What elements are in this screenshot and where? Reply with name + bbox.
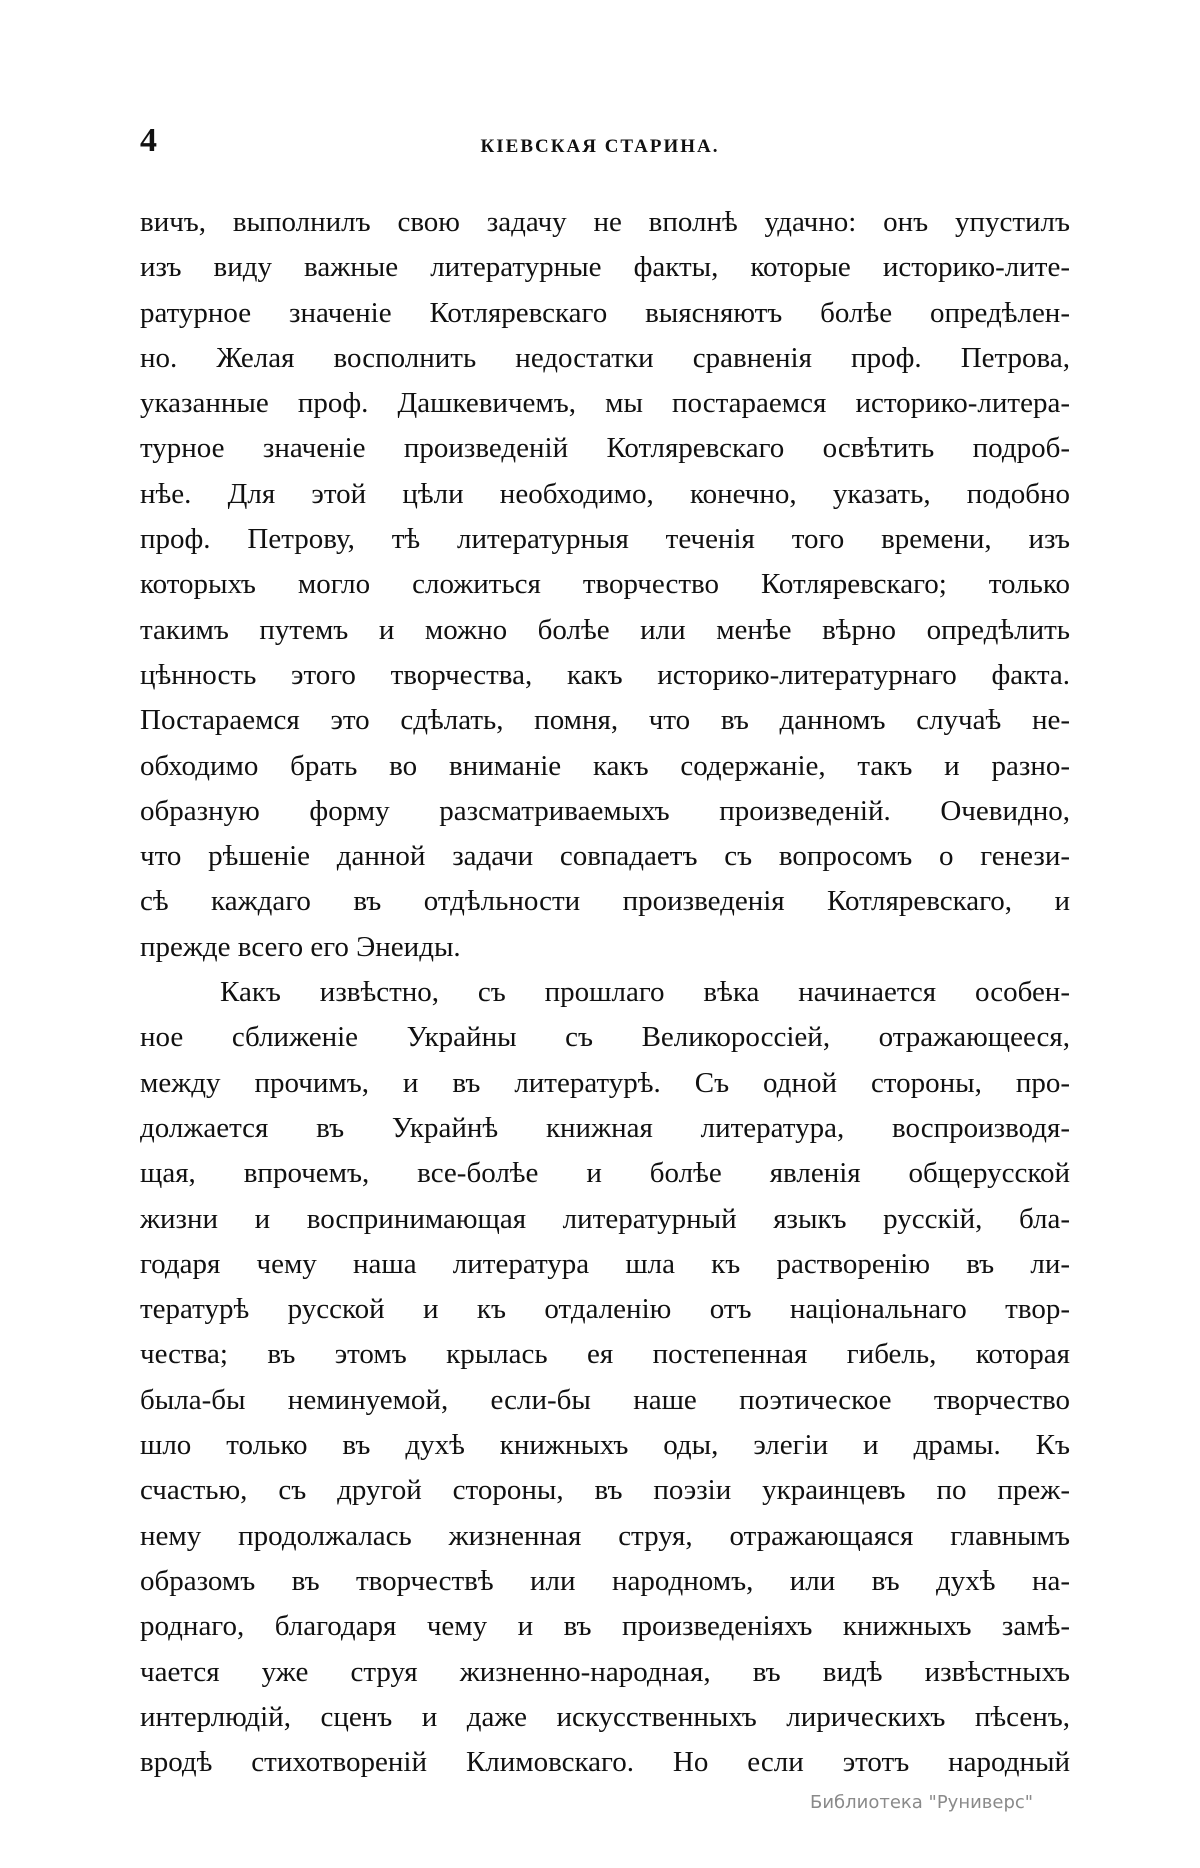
text-line: что рѣшеніе данной задачи совпадаетъ съ вопросомъ о генези-	[140, 840, 1070, 873]
body-text	[140, 200, 1070, 1785]
text-line: щая, впрочемъ, все-болѣе и болѣе явленія общерусской	[140, 1157, 1070, 1190]
text-line: образную форму разсматриваемыхъ произведеній. Очевидно,	[140, 794, 1070, 827]
text-line: цѣнность этого творчества, какъ историко-литературнаго факта.	[140, 658, 1070, 691]
text-line: нему продолжалась жизненная струя, отражающаяся главнымъ	[140, 1519, 1070, 1552]
text-line: вичъ, выполнилъ свою задачу не вполнѣ удачно: онъ упустилъ	[140, 206, 1070, 238]
text-line: которыхъ могло сложиться творчество Котляревскаго; только	[140, 568, 1070, 601]
text-line: Какъ извѣстно, съ прошлаго вѣка начинается особен-	[220, 976, 1070, 1009]
text-line: указанные проф. Дашкевичемъ, мы постараемся историко-литера-	[140, 387, 1070, 420]
text-line: но. Желая восполнить недостатки сравненія проф. Петрова,	[140, 341, 1070, 374]
text-line: чества; въ этомъ крылась ея постепенная гибель, которая	[140, 1338, 1070, 1371]
text-line: обходимо брать во вниманіе какъ содержаніе, такъ и разно-	[140, 749, 1070, 782]
text-line: должается въ Украйнѣ книжная литература, воспроизводя-	[140, 1111, 1070, 1144]
text-line: образомъ въ творчествѣ или народномъ, или въ духѣ на-	[140, 1564, 1070, 1597]
text-line: такимъ путемъ и можно болѣе или менѣе вѣрно опредѣлить	[140, 613, 1070, 646]
text-line: проф. Петрову, тѣ литературныя теченія того времени, изъ	[140, 523, 1070, 556]
running-title: КІЕВСКАЯ СТАРИНА.	[480, 136, 720, 157]
text-line: изъ виду важные литературные факты, которые историко-лите-	[140, 251, 1070, 284]
library-watermark: Библиотека "Руниверс"	[810, 1792, 1034, 1813]
text-line: роднаго, благодаря чему и въ произведеніяхъ книжныхъ замѣ-	[140, 1610, 1070, 1643]
text-line: прежде всего его Энеиды.	[140, 930, 461, 963]
text-line: ратурное значеніе Котляревскаго выясняютъ болѣе опредѣлен-	[140, 296, 1070, 329]
text-line: шло только въ духѣ книжныхъ оды, элегіи и драмы. Къ	[140, 1429, 1070, 1462]
text-line: годаря чему наша литература шла къ растворенію въ ли-	[140, 1247, 1070, 1280]
text-line: вродѣ стихотвореній Климовскаго. Но если этотъ народный	[140, 1746, 1070, 1779]
text-line: счастью, съ другой стороны, въ поэзіи украинцевъ по преж-	[140, 1474, 1070, 1507]
text-line: жизни и воспринимающая литературный языкъ русскій, бла-	[140, 1202, 1070, 1235]
text-line: Постараемся это сдѣлать, помня, что въ данномъ случаѣ не-	[140, 704, 1070, 737]
text-line: интерлюдій, сценъ и даже искусственныхъ лирическихъ пѣсенъ,	[140, 1700, 1070, 1733]
text-line: тературѣ русской и къ отдаленію отъ національнаго твор-	[140, 1293, 1070, 1326]
text-line: между прочимъ, и въ литературѣ. Съ одной стороны, про-	[140, 1066, 1070, 1099]
text-line: была-бы неминуемой, если-бы наше поэтическое творчество	[140, 1383, 1070, 1416]
text-line: чается уже струя жизненно-народная, въ видѣ извѣстныхъ	[140, 1655, 1070, 1688]
text-line: нѣе. Для этой цѣли необходимо, конечно, указать, подобно	[140, 477, 1070, 510]
text-line: сѣ каждаго въ отдѣльности произведенія Котляревскаго, и	[140, 885, 1070, 918]
text-line: турное значеніе произведеній Котляревскаго освѣтить подроб-	[140, 432, 1070, 465]
page-number: 4	[140, 122, 157, 159]
text-line: ное сближеніе Украйны съ Великороссіей, отражающееся,	[140, 1021, 1070, 1054]
